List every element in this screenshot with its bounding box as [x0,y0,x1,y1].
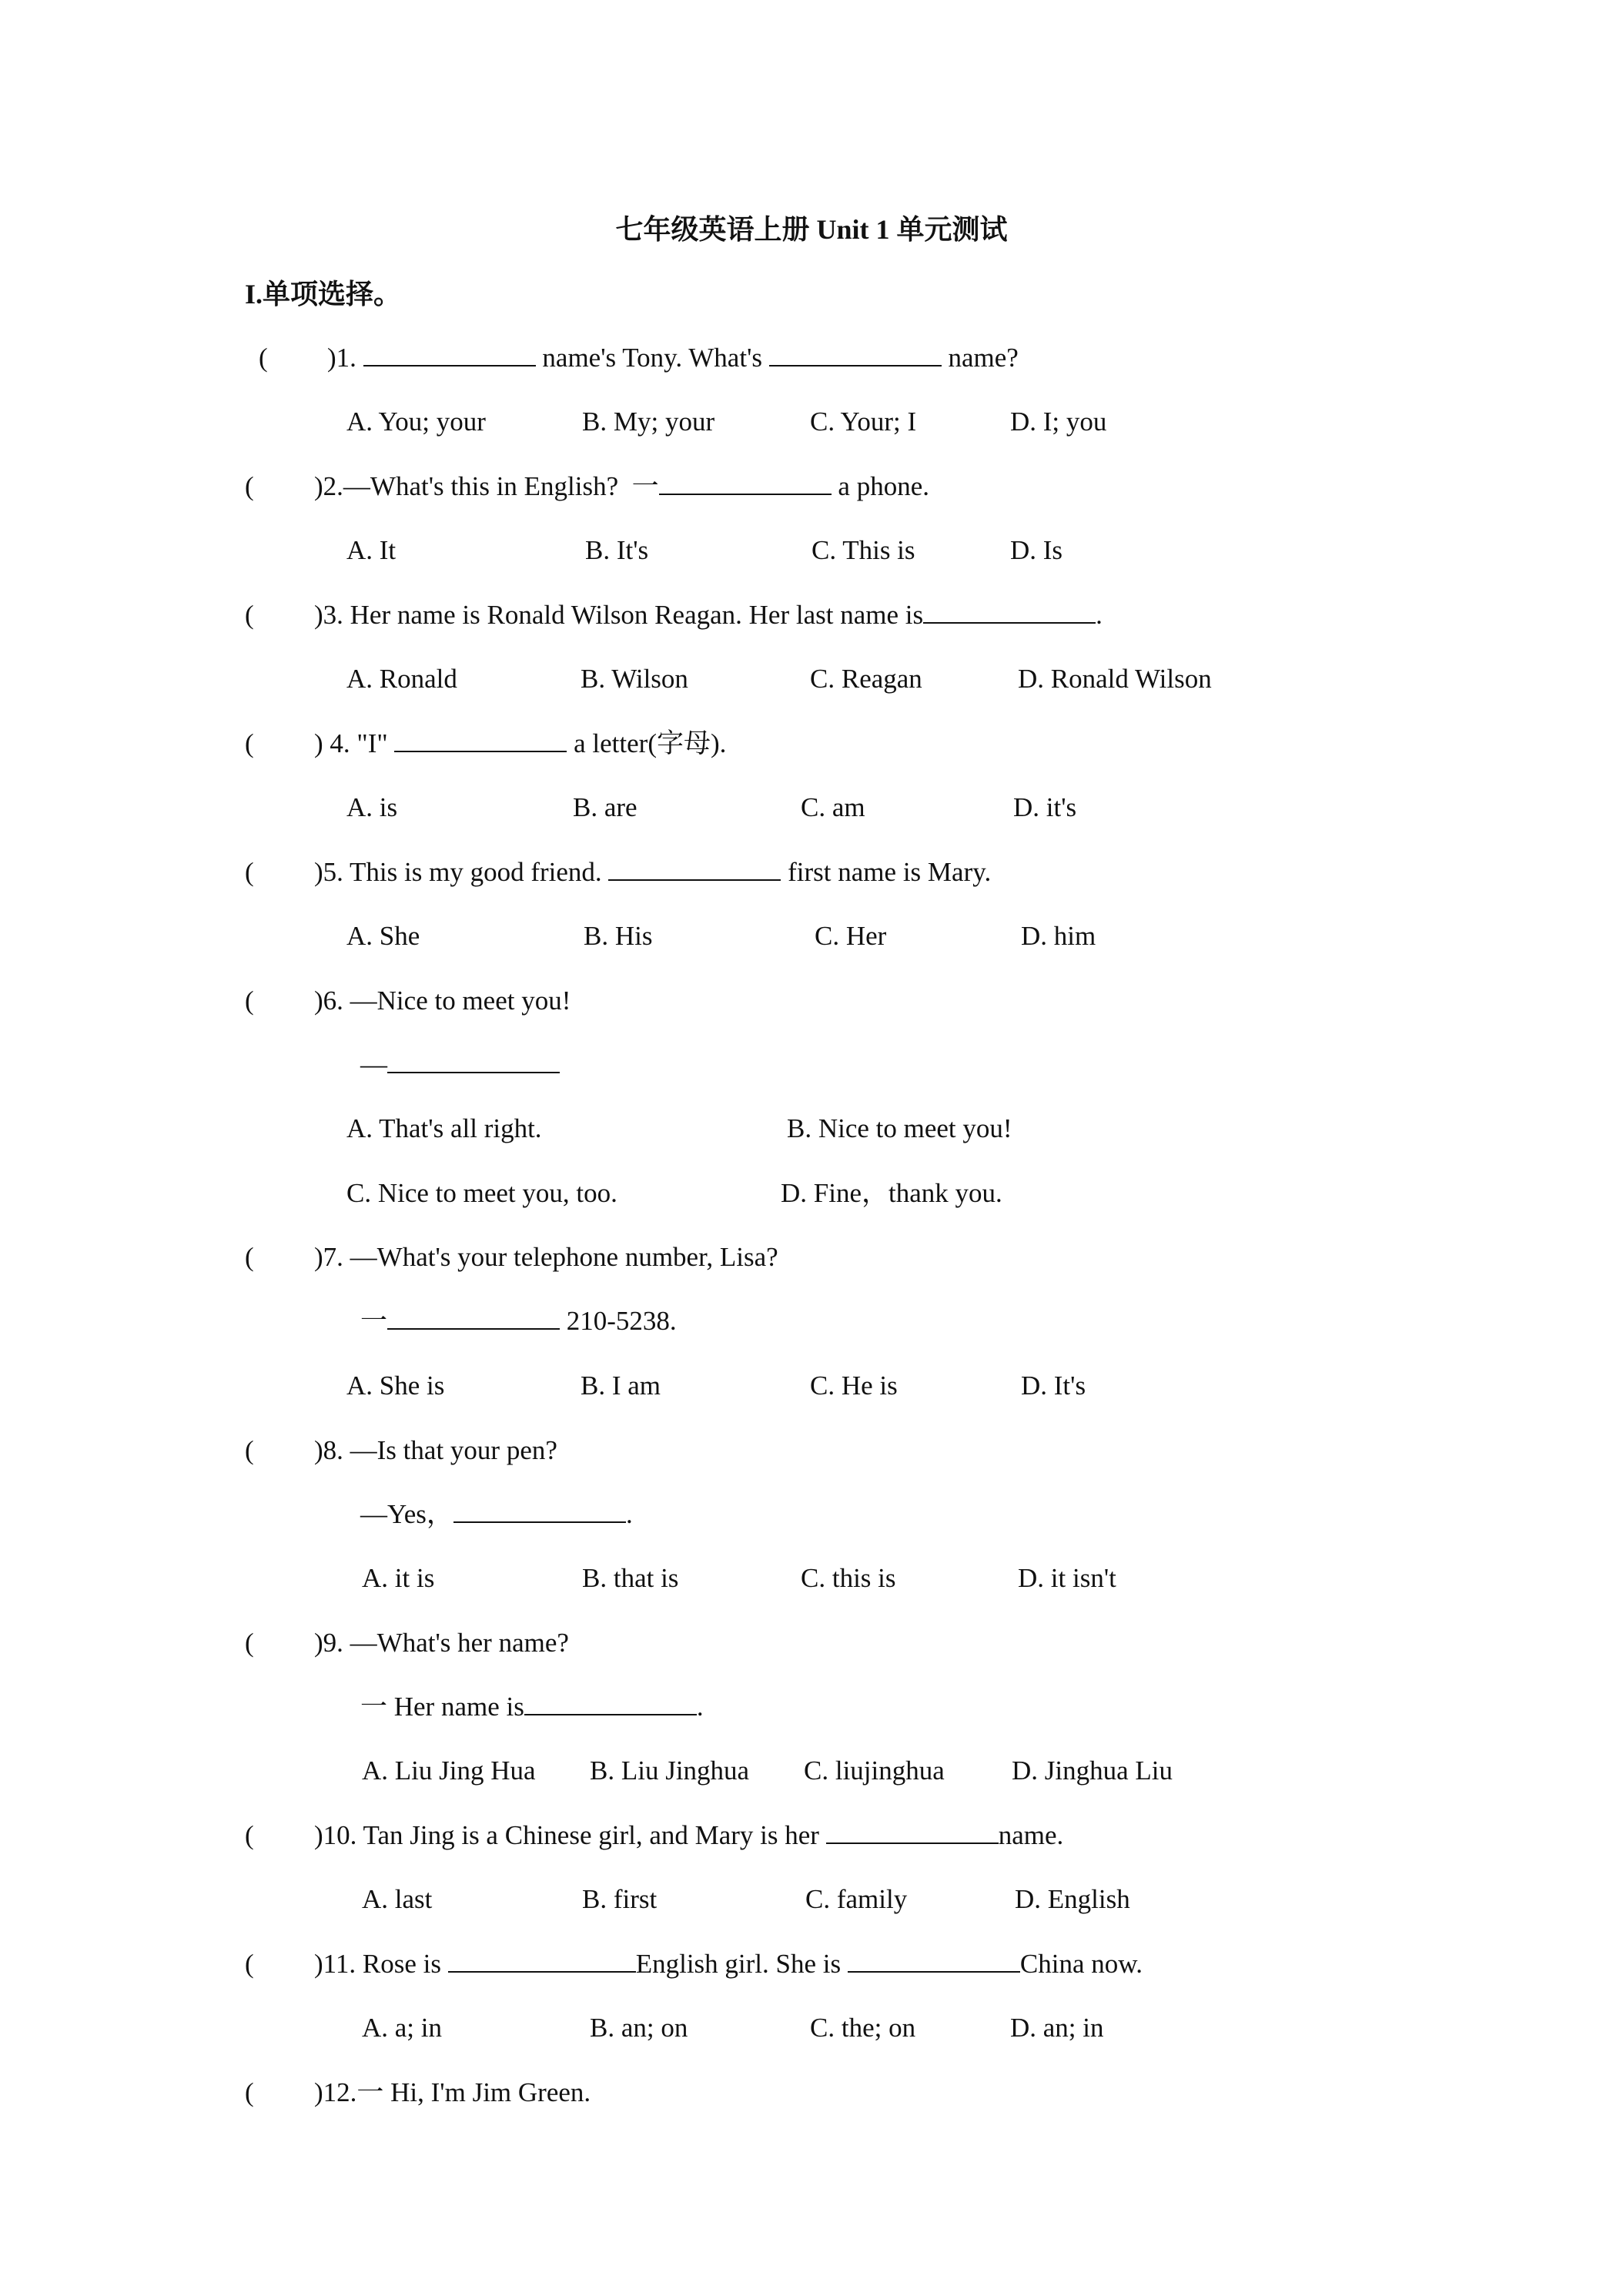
option-b[interactable]: B. It's [585,535,649,565]
option-d[interactable]: D. Is [1010,535,1063,565]
option-b[interactable]: B. I am [581,1371,661,1401]
option-a[interactable]: A. it is [362,1563,435,1593]
option-b[interactable]: B. My; your [582,407,715,437]
question-5: )5. This is my good friend. first name is Mary. [314,857,992,887]
answer-paren[interactable]: ( [245,728,254,758]
question-1: )1. name's Tony. What's name? [327,343,1019,373]
question-12: )12.一 Hi, I'm Jim Green. [314,2077,591,2107]
option-d[interactable]: D. It's [1021,1371,1086,1401]
option-d[interactable]: D. English [1015,1884,1130,1914]
answer-blank[interactable] [826,1819,999,1844]
option-a[interactable]: A. Ronald [346,664,457,694]
question-4: ) 4. "I" a letter(字母). [314,728,727,758]
option-b[interactable]: B. Nice to meet you! [787,1113,1012,1143]
page-title: 七年级英语上册 Unit 1 单元测试 [615,214,1008,245]
option-c[interactable]: C. liujinghua [804,1755,945,1786]
option-c[interactable]: C. the; on [810,2013,916,2043]
answer-paren[interactable]: ( [259,343,268,373]
answer-paren[interactable]: ( [245,986,254,1016]
option-a[interactable]: A. Liu Jing Hua [362,1755,536,1786]
option-a[interactable]: A. a; in [362,2013,443,2043]
option-c[interactable]: C. am [801,792,865,822]
answer-blank[interactable] [453,1498,626,1523]
option-b[interactable]: B. Liu Jinghua [590,1755,750,1786]
option-a[interactable]: A. It [346,535,397,565]
answer-blank[interactable] [394,728,567,752]
answer-blank[interactable] [608,856,781,881]
question-11: )11. Rose is English girl. She is China now. [314,1949,1143,1979]
option-b[interactable]: B. first [582,1884,658,1914]
answer-paren[interactable]: ( [245,1949,254,1979]
option-c[interactable]: C. He is [810,1371,898,1401]
reply-line: 一 210-5238. [360,1306,677,1336]
option-d[interactable]: D. Jinghua Liu [1012,1755,1173,1786]
reply-line: — [360,1045,560,1085]
answer-paren[interactable]: ( [245,1435,254,1465]
question-2: )2.—What's this in English? 一 a phone. [314,471,929,501]
option-c[interactable]: C. This is [812,535,915,565]
answer-paren[interactable]: ( [245,1242,254,1272]
option-a[interactable]: A. You; your [346,407,486,437]
option-c[interactable]: C. Her [815,921,887,951]
answer-blank[interactable] [848,1948,1020,1973]
option-c[interactable]: C. Your; I [810,407,917,437]
question-6: )6. —Nice to meet you! [314,986,571,1016]
answer-blank[interactable] [769,342,942,366]
answer-blank[interactable] [524,1691,697,1715]
option-c[interactable]: C. Nice to meet you, too. [346,1178,617,1208]
option-d[interactable]: D. him [1021,921,1096,951]
option-c[interactable]: C. this is [801,1563,896,1593]
option-d[interactable]: D. an; in [1010,2013,1104,2043]
question-7: )7. —What's your telephone number, Lisa? [314,1242,778,1272]
question-10: )10. Tan Jing is a Chinese girl, and Mary is her name. [314,1820,1064,1850]
reply-line: 一 Her name is . [360,1692,704,1722]
option-c[interactable]: C. family [805,1884,908,1914]
answer-paren[interactable]: ( [245,2077,254,2107]
option-a[interactable]: A. is [346,792,398,822]
answer-paren[interactable]: ( [245,1820,254,1850]
question-3: )3. Her name is Ronald Wilson Reagan. Her last name is . [314,600,1103,630]
option-a[interactable]: A. She is [346,1371,445,1401]
answer-blank[interactable] [448,1948,636,1973]
option-b[interactable]: B. are [573,792,637,822]
option-a[interactable]: A. She [346,921,420,951]
option-a[interactable]: A. That's all right. [346,1113,542,1143]
answer-blank[interactable] [363,342,536,366]
option-d[interactable]: D. I; you [1010,407,1107,437]
answer-blank[interactable] [923,599,1096,624]
option-b[interactable]: B. Wilson [581,664,688,694]
option-d[interactable]: D. it's [1013,792,1077,822]
answer-blank[interactable] [387,1049,560,1073]
answer-paren[interactable]: ( [245,857,254,887]
answer-blank[interactable] [659,470,832,495]
option-b[interactable]: B. that is [582,1563,679,1593]
option-b[interactable]: B. His [584,921,653,951]
answer-paren[interactable]: ( [245,471,254,501]
option-a[interactable]: A. last [362,1884,433,1914]
option-b[interactable]: B. an; on [590,2013,688,2043]
option-d[interactable]: D. it isn't [1018,1563,1116,1593]
option-d[interactable]: D. Fine，thank you. [781,1178,1002,1208]
answer-blank[interactable] [387,1305,560,1330]
section-heading: I.单项选择。 [245,279,402,310]
option-d[interactable]: D. Ronald Wilson [1018,664,1212,694]
question-9: )9. —What's her name? [314,1628,569,1658]
question-8: )8. —Is that your pen? [314,1435,557,1465]
answer-paren[interactable]: ( [245,600,254,630]
option-c[interactable]: C. Reagan [810,664,922,694]
answer-paren[interactable]: ( [245,1628,254,1658]
reply-line: —Yes， . [360,1499,633,1529]
